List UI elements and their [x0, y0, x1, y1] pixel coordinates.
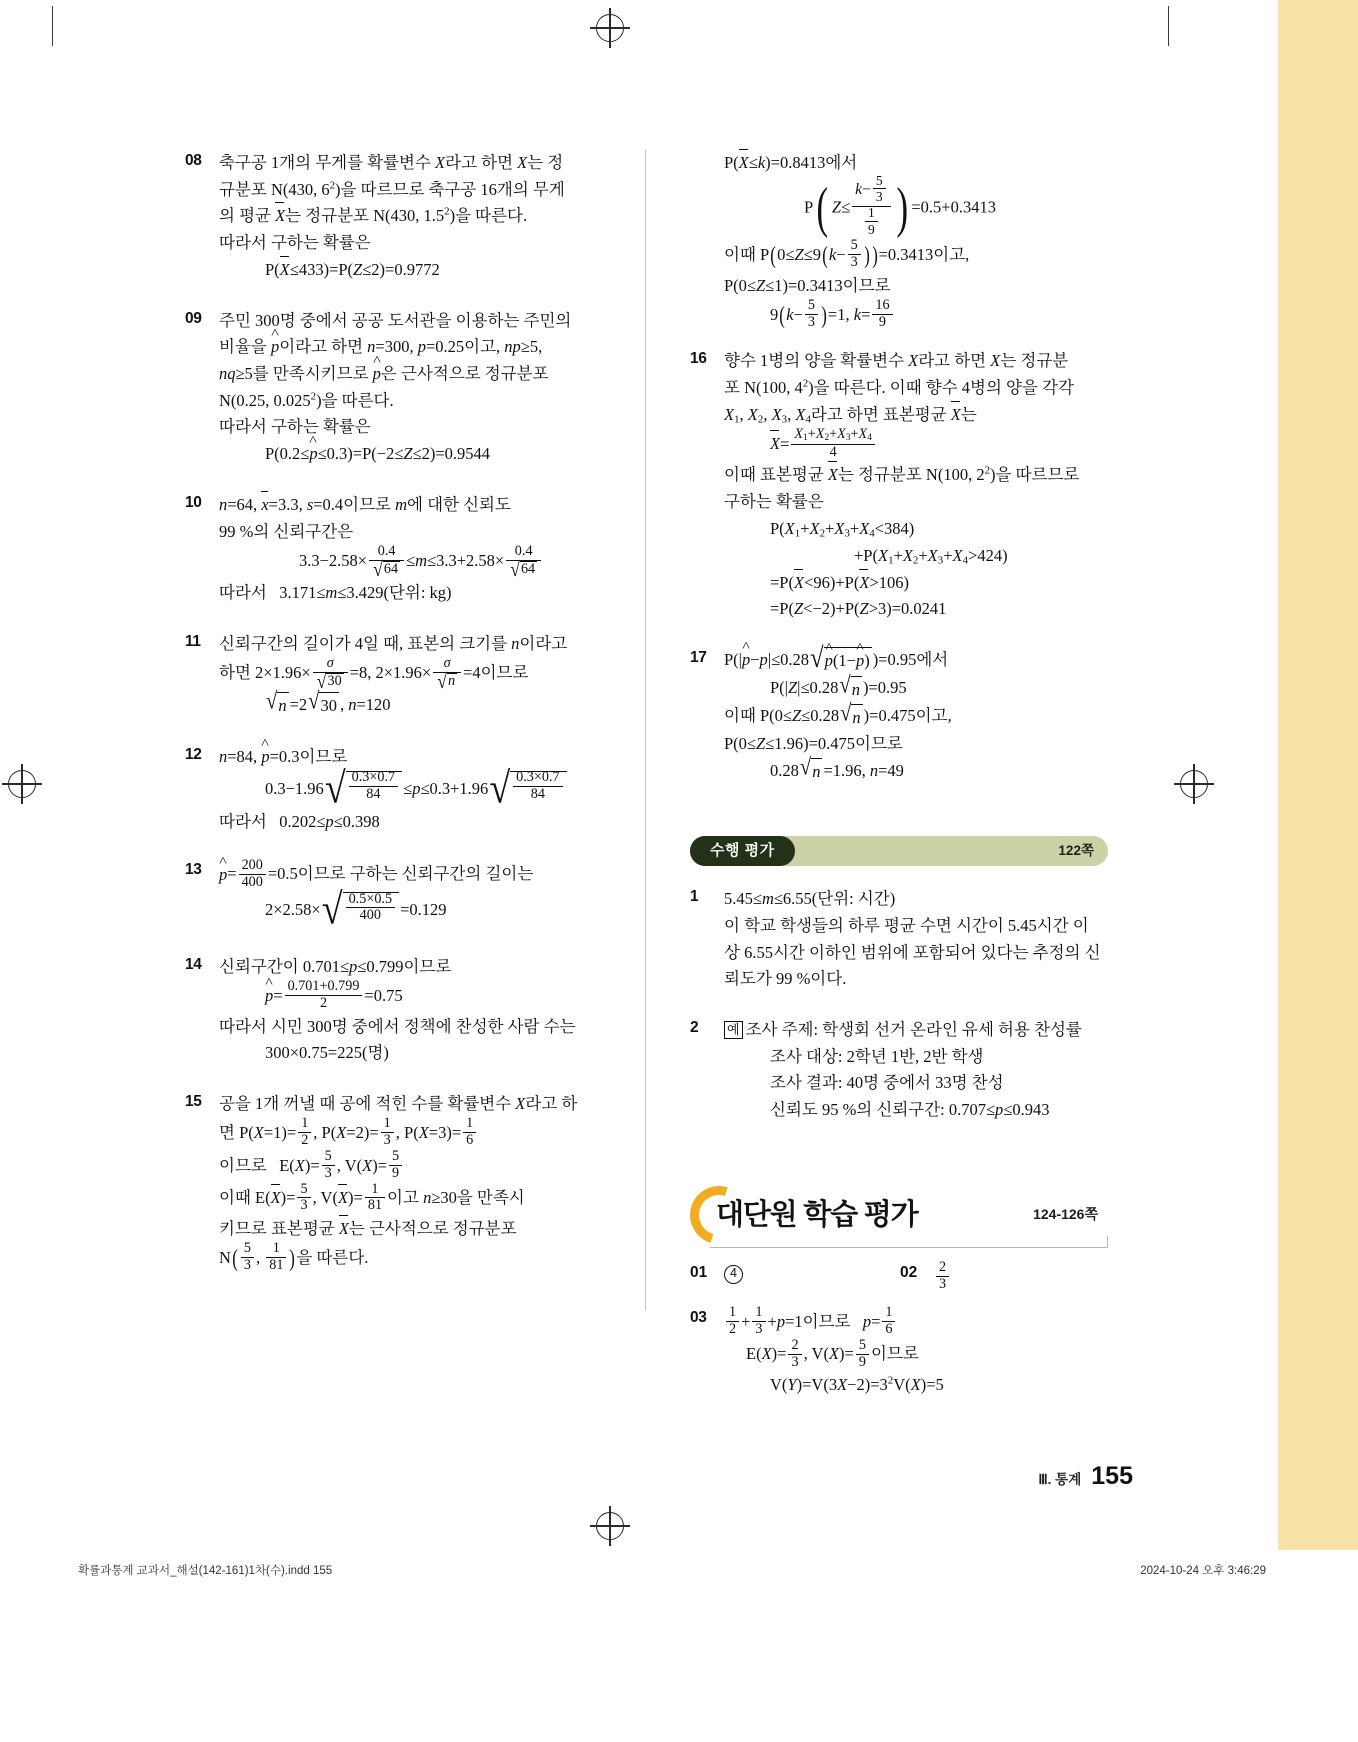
performance-item	[690, 1017, 1110, 1124]
solution-line: 포 N(100, $4^2$)을 따른다. 이때 향수 4병의 양을 각각	[724, 377, 1074, 398]
solution-line: 이때 P(0≤Z≤9(k− $\frac{5}{3}$ ))=0.3413이고,	[724, 237, 970, 271]
solution-line: 신뢰구간의 길이가 4일 때, 표본의 크기를 n이라고	[219, 633, 568, 653]
unit-review-title: 대단원 학습 평가	[716, 1198, 918, 1231]
solution-line: P(|Z|≤0.28 √ n )=0.95	[724, 675, 1110, 703]
solution-item	[185, 631, 605, 720]
left-column	[185, 150, 605, 1300]
solution-line: 축구공 1개의 무게를 확률변수 X라고 하면 X는 정	[219, 153, 564, 172]
performance-assessment-label: 수행 평가	[690, 836, 795, 866]
crop-mark-top-right	[1168, 6, 1169, 46]
performance-body	[724, 886, 1110, 993]
performance-body	[724, 1017, 1110, 1124]
solution-number: 10	[185, 493, 202, 511]
solution-item	[185, 744, 605, 835]
solution-line: =P(Z<−2)+P(Z>3)=0.0241	[770, 599, 947, 619]
solution-line: 이때 P(0≤Z≤0.28 √ n )=0.475이고,	[724, 703, 1110, 731]
solution-line: N( $\frac{5}{3}$ , $\frac{1}{81}$ )을 따른다.	[219, 1240, 369, 1273]
answer-value: $\frac{2}{3}$	[934, 1262, 951, 1295]
registration-mark-right	[1180, 770, 1208, 798]
solution-number: 12	[185, 746, 202, 764]
performance-number: 2	[690, 1019, 699, 1037]
performance-line: 조사 대상: 2학년 1반, 2반 학생	[770, 1046, 984, 1066]
solution-line: P(|^ p−p|≤0.28 √ ^ p(1−^ p) )=0.95에서	[724, 647, 1110, 675]
page-folio	[1038, 1462, 1133, 1491]
solution-line: 따라서 구하는 확률은	[219, 417, 371, 437]
solution-line: X= $\frac{X_1+X_2+X_3+X_4}{4}$	[724, 429, 1110, 462]
solution-line: 의 평균 X는 정규분포 N(430, $1.5^2$)을 따른다.	[219, 203, 605, 230]
solution-body	[219, 308, 605, 468]
solution-line: n=64, x=3.3, s=0.4이므로 m에 대한 신뢰도	[219, 492, 605, 519]
performance-number: 1	[690, 888, 699, 906]
unit-review-rule	[710, 1247, 1108, 1248]
solution-line: 300×0.75=225(명)	[265, 1043, 389, 1063]
solution-line: 따라서 구하는 확률은	[219, 233, 371, 253]
solution-line: 이므로 E(X)= $\frac{5}{3}$ , V(X)= $\frac{5}{9}$	[219, 1151, 605, 1184]
performance-line: 5.45≤m≤6.55(단위: 시간)	[724, 889, 896, 909]
solution-line: 0.3−1.96 √ $\frac{0.3\times 0.7}{84}$ ≤p≤0.3+1.96 √ $\frac{0.3\times 0.7}{84}$	[219, 771, 605, 809]
solution-number: 11	[185, 632, 201, 650]
solution-line: 규분포 N(430, $6^2$)을 따르므로 축구공 16개의 무게	[219, 179, 565, 199]
registration-mark-top	[596, 14, 624, 42]
unit-review-rule-cap	[1107, 1236, 1108, 1248]
spacer	[690, 336, 1110, 348]
registration-mark-left	[8, 770, 36, 798]
solution-line: 신뢰구간이 0.701≤p≤0.799이므로	[219, 957, 452, 977]
print-timestamp: 2024-10-24 오후 3:46:29	[1140, 1565, 1266, 1577]
solution-line: 구하는 확률은	[724, 491, 824, 511]
spacer	[185, 1280, 605, 1300]
answer-solution-line: E(X)= $\frac{2}{3}$ , V(X)= $\frac{5}{9}$ 이므로	[746, 1336, 919, 1370]
solution-continuation-body	[724, 150, 1110, 332]
solution-line: 면 P(X=1)= $\frac{1}{2}$ , P(X=2)= $\frac{1}{3}$ , P(X=3)= $\frac{1}{6}$	[219, 1118, 605, 1151]
solution-continuation	[690, 150, 1110, 332]
spacer	[690, 1128, 1110, 1148]
performance-assessment-page-ref: 122쪽	[1058, 843, 1094, 859]
solution-line: 주민 300명 중에서 공공 도서관을 이용하는 주민의	[219, 310, 572, 330]
spacer	[690, 866, 1110, 886]
solution-number: 17	[690, 649, 707, 667]
spacer	[185, 1071, 605, 1091]
answer-cell	[690, 1262, 900, 1295]
solution-line: N(0.25, 0.025$^2$)을 따른다.	[219, 390, 394, 410]
solution-line: 따라서 시민 300명 중에서 정책에 찬성한 사람 수는	[219, 1016, 576, 1036]
solution-item	[185, 308, 605, 468]
solution-number: 09	[185, 309, 202, 327]
folio-chapter: Ⅲ. 통계	[1038, 1472, 1082, 1487]
performance-line: 예 조사 주제: 학생회 선거 온라인 유세 허용 찬성률	[724, 1017, 1110, 1044]
solution-line: =P(X<96)+P(X>106)	[724, 570, 1110, 597]
solution-body	[219, 856, 605, 935]
solution-body	[724, 348, 1110, 623]
right-column	[690, 150, 1110, 1423]
answer-cell	[900, 1259, 1110, 1295]
answer-row	[690, 1259, 1110, 1295]
solution-line: 이때 E(X)= $\frac{5}{3}$ , V(X)= $\frac{1}{81}$ 이고 n≥30을 만족시	[219, 1180, 525, 1214]
solution-line: 따라서 0.202≤p≤0.398	[219, 811, 380, 831]
solution-line: 비율을 ^ p이라고 하면 n=300, p=0.25이고, np≥5,	[219, 334, 605, 361]
performance-line: 조사 결과: 40명 중에서 33명 찬성	[770, 1073, 1004, 1093]
performance-line: 이 학교 학생들의 하루 평균 수면 시간이 5.45시간 이	[724, 915, 1089, 935]
answer-solution-line: $\frac{1}{2}$ + $\frac{1}{3}$ +p=1이므로 p= $\frac{1}{6}$	[724, 1307, 1110, 1340]
solution-line: P(X≤433)=P(Z≤2)=0.9772	[219, 257, 605, 284]
solution-line: P(0≤Z≤1.96)=0.475이므로	[724, 734, 903, 754]
solution-line: $+P(X_1+X_2+X_3+X_4>424)$	[854, 545, 1008, 567]
answer-number: 01	[690, 1263, 708, 1281]
crop-mark-top-left	[52, 6, 53, 46]
spacer	[690, 997, 1110, 1017]
answer-solution-line: $V(Y)=V(3X-2)=3^2V(X)=5$	[770, 1374, 944, 1395]
spacer	[690, 790, 1110, 810]
unit-review-header	[690, 1182, 1108, 1248]
solution-continuation-gutter	[690, 150, 724, 332]
solution-body	[219, 954, 605, 1067]
solution-line: 이때 표본평균 X는 정규분포 N(100, $2^2$)을 따르므로	[724, 462, 1110, 489]
solution-line: 99 %의 신뢰구간은	[219, 521, 354, 541]
solution-line: ^ p= $\frac{200}{400}$ =0.5이므로 구하는 신뢰구간의 길이는	[219, 859, 605, 892]
solution-line: nq≥5를 만족시키므로 ^ p은 근사적으로 정규분포	[219, 361, 605, 388]
solution-line: 3.3−2.58× 0.4 √ 64 ≤m≤3.3+2.58× 0.4 √ 64	[219, 545, 605, 580]
column-divider	[645, 150, 646, 1310]
spacer	[690, 1403, 1110, 1423]
page-edge-bleed	[1278, 0, 1358, 1550]
spacer	[185, 288, 605, 308]
answer-solution-number: 03	[690, 1308, 707, 1326]
spacer	[185, 724, 605, 744]
solution-number: 14	[185, 956, 202, 974]
solution-item	[185, 492, 605, 607]
solution-line: 하면 2×1.96× σ √ 30 =8, 2×1.96× σ √ n =4이므로	[219, 654, 529, 692]
solution-body	[219, 744, 605, 835]
performance-line: 뢰도가 99 %이다.	[724, 969, 847, 989]
performance-item	[690, 886, 1110, 993]
solution-line: 향수 1병의 양을 확률변수 X라고 하면 X는 정규분	[724, 351, 1069, 371]
solution-number: 15	[185, 1093, 202, 1111]
solution-item	[690, 643, 1110, 786]
solution-line: 공을 1개 꺼낼 때 공에 적힌 수를 확률변수 X라고 하	[219, 1094, 578, 1114]
solution-line: P(0.2≤^ p≤0.3)=P(−2≤Z≤2)=0.9544	[219, 441, 605, 468]
solution-item	[690, 348, 1110, 623]
solution-line: 9(k− $\frac{5}{3}$ )=1, k= $\frac{16}{9}$	[724, 300, 1110, 333]
solution-line: $P(X_1+X_2+X_3+X_4<384)$	[770, 518, 915, 539]
solution-line: P(0≤Z≤1)=0.3413이므로	[724, 275, 891, 295]
solution-number: 16	[690, 350, 707, 368]
solution-number: 08	[185, 152, 202, 169]
spacer	[185, 472, 605, 492]
performance-line: 상 6.55시간 이하인 범위에 포함되어 있다는 추정의 신	[724, 942, 1101, 962]
answer-number: 02	[900, 1263, 918, 1281]
performance-assessment-band	[690, 836, 1108, 866]
solution-item	[185, 856, 605, 935]
answer-solution-body	[724, 1303, 1110, 1399]
performance-line: 신뢰도 95 %의 신뢰구간: 0.707≤p≤0.943	[770, 1100, 1050, 1120]
solution-line: 0.28 √ n =1.96, n=49	[724, 758, 1110, 786]
solution-line: 따라서 3.171≤m≤3.429(단위: kg)	[219, 582, 452, 602]
solution-line: 키므로 표본평균 X는 근사적으로 정규분포	[219, 1216, 605, 1243]
solution-line: P(X≤k)=0.8413에서	[724, 150, 1110, 177]
answer-value: 4	[724, 1262, 743, 1295]
solution-line: ^ p= $\frac{0.701+0.799}{2}$ =0.75	[219, 981, 605, 1014]
spacer	[690, 627, 1110, 647]
folio-page-number: 155	[1091, 1462, 1133, 1490]
solution-line: $X_1$, $X_2$, $X_3$, $X_4$라고 하면 표본평균 X는	[724, 402, 1110, 429]
solution-line: 2×2.58× √ $\frac{0.5\times 0.5}{400}$ =0.129	[265, 885, 447, 935]
solution-body	[219, 150, 605, 284]
solution-body	[219, 1091, 605, 1275]
registration-mark-bottom	[596, 1512, 624, 1540]
spacer	[185, 611, 605, 631]
solution-item	[185, 150, 605, 284]
solution-item	[185, 954, 605, 1067]
solution-body	[724, 643, 1110, 786]
solution-line: √ n =2 √ 30 , n=120	[219, 692, 605, 720]
solution-line: P( Z≤ k− $\frac{5}{3}$ $\frac{1}{9}$ ) =0.5+0.3413	[804, 173, 996, 239]
unit-review-page-ref: 124-126쪽	[1033, 1205, 1098, 1222]
spacer	[185, 934, 605, 954]
solution-line: n=84, ^ p=0.3이므로	[219, 744, 605, 771]
solution-body	[219, 631, 605, 720]
print-filename: 확률과통계 교과서_해설(142-161)1차(수).indd 155	[78, 1565, 333, 1577]
solution-number: 13	[185, 861, 202, 879]
answer-solution-item	[690, 1303, 1110, 1399]
solution-item	[185, 1091, 605, 1275]
solution-body	[219, 492, 605, 607]
